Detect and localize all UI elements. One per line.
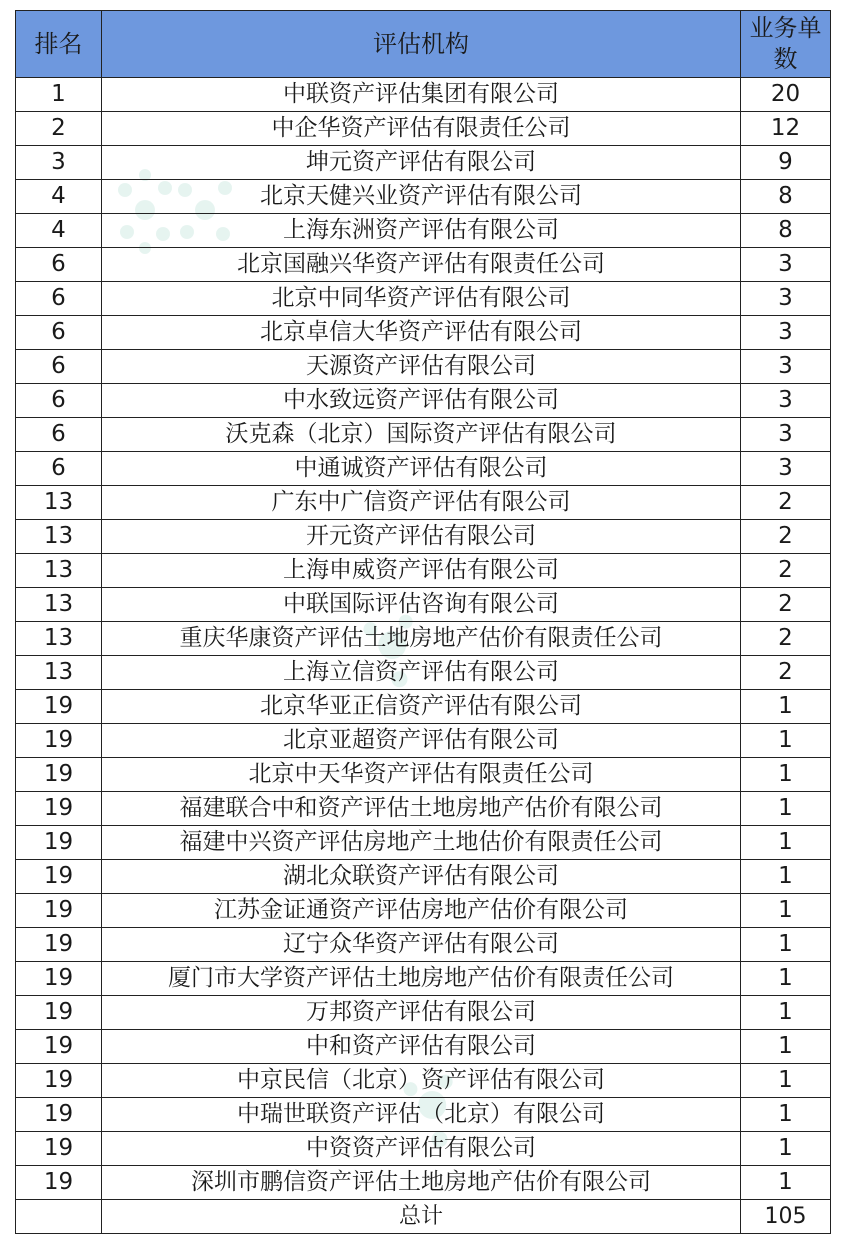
count-cell: 1: [741, 1030, 831, 1064]
rank-cell: 6: [16, 248, 102, 282]
table-row: [16, 996, 831, 1030]
rank-cell: 19: [16, 792, 102, 826]
rank-cell: 13: [16, 554, 102, 588]
table-row: [16, 214, 831, 248]
rank-cell: 6: [16, 384, 102, 418]
org-cell: 北京天健兴业资产评估有限公司: [102, 180, 741, 214]
count-cell: 3: [741, 384, 831, 418]
org-cell: 中和资产评估有限公司: [102, 1030, 741, 1064]
count-cell: 2: [741, 588, 831, 622]
org-cell: 湖北众联资产评估有限公司: [102, 860, 741, 894]
table-row: [16, 724, 831, 758]
table-row: [16, 792, 831, 826]
rank-cell: 13: [16, 622, 102, 656]
rank-cell: 19: [16, 1166, 102, 1200]
count-cell: 8: [741, 180, 831, 214]
header-rank: 排名: [16, 11, 102, 78]
rank-cell: 19: [16, 962, 102, 996]
org-cell: 坤元资产评估有限公司: [102, 146, 741, 180]
count-cell: 1: [741, 792, 831, 826]
org-cell: 重庆华康资产评估土地房地产估价有限责任公司: [102, 622, 741, 656]
count-cell: 1: [741, 1098, 831, 1132]
org-cell: 开元资产评估有限公司: [102, 520, 741, 554]
org-cell: 辽宁众华资产评估有限公司: [102, 928, 741, 962]
org-cell: 北京华亚正信资产评估有限公司: [102, 690, 741, 724]
table-row: [16, 554, 831, 588]
count-cell: 3: [741, 316, 831, 350]
count-cell: 3: [741, 452, 831, 486]
table-row: [16, 622, 831, 656]
org-cell: 中资资产评估有限公司: [102, 1132, 741, 1166]
org-cell: 中瑞世联资产评估（北京）有限公司: [102, 1098, 741, 1132]
count-cell: 3: [741, 350, 831, 384]
table-row: [16, 962, 831, 996]
rank-cell: 19: [16, 1030, 102, 1064]
org-cell: 天源资产评估有限公司: [102, 350, 741, 384]
org-cell: 上海申威资产评估有限公司: [102, 554, 741, 588]
table-row: [16, 1098, 831, 1132]
rank-cell: 19: [16, 996, 102, 1030]
total-count: 105: [741, 1200, 831, 1234]
count-cell: 1: [741, 724, 831, 758]
count-cell: 12: [741, 112, 831, 146]
count-cell: 3: [741, 248, 831, 282]
org-cell: 中联资产评估集团有限公司: [102, 78, 741, 112]
count-cell: 1: [741, 1064, 831, 1098]
count-cell: 20: [741, 78, 831, 112]
count-cell: 1: [741, 962, 831, 996]
table-row: [16, 758, 831, 792]
rank-cell: 4: [16, 180, 102, 214]
count-cell: 1: [741, 996, 831, 1030]
org-cell: 沃克森（北京）国际资产评估有限公司: [102, 418, 741, 452]
count-cell: 3: [741, 282, 831, 316]
table-row: [16, 384, 831, 418]
table-row: [16, 282, 831, 316]
table-row: [16, 180, 831, 214]
rank-cell: 2: [16, 112, 102, 146]
rank-cell: 6: [16, 418, 102, 452]
total-label: 总计: [102, 1200, 741, 1234]
rank-cell: 19: [16, 826, 102, 860]
count-cell: 2: [741, 554, 831, 588]
table-row: [16, 826, 831, 860]
count-cell: 2: [741, 486, 831, 520]
rank-cell: 19: [16, 758, 102, 792]
table-row: [16, 928, 831, 962]
org-cell: 上海立信资产评估有限公司: [102, 656, 741, 690]
count-cell: 1: [741, 1166, 831, 1200]
org-cell: 中企华资产评估有限责任公司: [102, 112, 741, 146]
rank-cell: 19: [16, 1064, 102, 1098]
org-cell: 福建中兴资产评估房地产土地估价有限责任公司: [102, 826, 741, 860]
rank-cell: 19: [16, 860, 102, 894]
total-empty-cell: [16, 1200, 102, 1234]
count-cell: 2: [741, 622, 831, 656]
rank-cell: 6: [16, 316, 102, 350]
org-cell: 中联国际评估咨询有限公司: [102, 588, 741, 622]
total-row: [16, 1200, 831, 1234]
count-cell: 1: [741, 894, 831, 928]
rank-cell: 13: [16, 486, 102, 520]
table-row: [16, 1064, 831, 1098]
rank-cell: 1: [16, 78, 102, 112]
count-cell: 1: [741, 690, 831, 724]
rank-cell: 4: [16, 214, 102, 248]
table-row: [16, 860, 831, 894]
rank-cell: 6: [16, 350, 102, 384]
count-cell: 8: [741, 214, 831, 248]
count-cell: 1: [741, 928, 831, 962]
rank-cell: 13: [16, 656, 102, 690]
table-row: [16, 486, 831, 520]
org-cell: 北京中天华资产评估有限责任公司: [102, 758, 741, 792]
table-row: [16, 690, 831, 724]
table-row: [16, 1166, 831, 1200]
table-row: [16, 146, 831, 180]
org-cell: 厦门市大学资产评估土地房地产估价有限责任公司: [102, 962, 741, 996]
header-count: [741, 11, 831, 78]
table-row: [16, 1132, 831, 1166]
table-row: [16, 78, 831, 112]
rank-cell: 19: [16, 690, 102, 724]
rank-cell: 3: [16, 146, 102, 180]
count-cell: 1: [741, 758, 831, 792]
org-cell: 北京卓信大华资产评估有限公司: [102, 316, 741, 350]
rank-cell: 19: [16, 724, 102, 758]
table-row: [16, 520, 831, 554]
table-row: [16, 588, 831, 622]
count-cell: 2: [741, 520, 831, 554]
org-cell: 北京亚超资产评估有限公司: [102, 724, 741, 758]
count-cell: 3: [741, 418, 831, 452]
rank-cell: 19: [16, 894, 102, 928]
org-cell: 万邦资产评估有限公司: [102, 996, 741, 1030]
count-cell: 2: [741, 656, 831, 690]
org-cell: 广东中广信资产评估有限公司: [102, 486, 741, 520]
org-cell: 中通诚资产评估有限公司: [102, 452, 741, 486]
table-header-row: [16, 11, 831, 78]
count-cell: 1: [741, 1132, 831, 1166]
org-cell: 北京国融兴华资产评估有限责任公司: [102, 248, 741, 282]
table-row: [16, 350, 831, 384]
org-cell: 北京中同华资产评估有限公司: [102, 282, 741, 316]
table-row: [16, 1030, 831, 1064]
count-cell: 1: [741, 860, 831, 894]
table-row: [16, 112, 831, 146]
rank-cell: 6: [16, 452, 102, 486]
rank-cell: 6: [16, 282, 102, 316]
header-count-line2: 数: [773, 45, 798, 73]
org-cell: 福建联合中和资产评估土地房地产估价有限公司: [102, 792, 741, 826]
rank-cell: 19: [16, 1132, 102, 1166]
table-row: [16, 656, 831, 690]
count-cell: 1: [741, 826, 831, 860]
org-cell: 中京民信（北京）资产评估有限公司: [102, 1064, 741, 1098]
ranking-table: [15, 10, 831, 1234]
table-row: [16, 452, 831, 486]
org-cell: 中水致远资产评估有限公司: [102, 384, 741, 418]
rank-cell: 13: [16, 588, 102, 622]
ranking-table-container: [15, 10, 831, 1234]
table-row: [16, 418, 831, 452]
rank-cell: 13: [16, 520, 102, 554]
table-row: [16, 248, 831, 282]
org-cell: 江苏金证通资产评估房地产估价有限公司: [102, 894, 741, 928]
header-org: 评估机构: [102, 11, 741, 78]
org-cell: 深圳市鹏信资产评估土地房地产估价有限公司: [102, 1166, 741, 1200]
rank-cell: 19: [16, 1098, 102, 1132]
table-row: [16, 316, 831, 350]
header-count-line1: 业务单: [749, 14, 822, 42]
table-row: [16, 894, 831, 928]
count-cell: 9: [741, 146, 831, 180]
rank-cell: 19: [16, 928, 102, 962]
org-cell: 上海东洲资产评估有限公司: [102, 214, 741, 248]
